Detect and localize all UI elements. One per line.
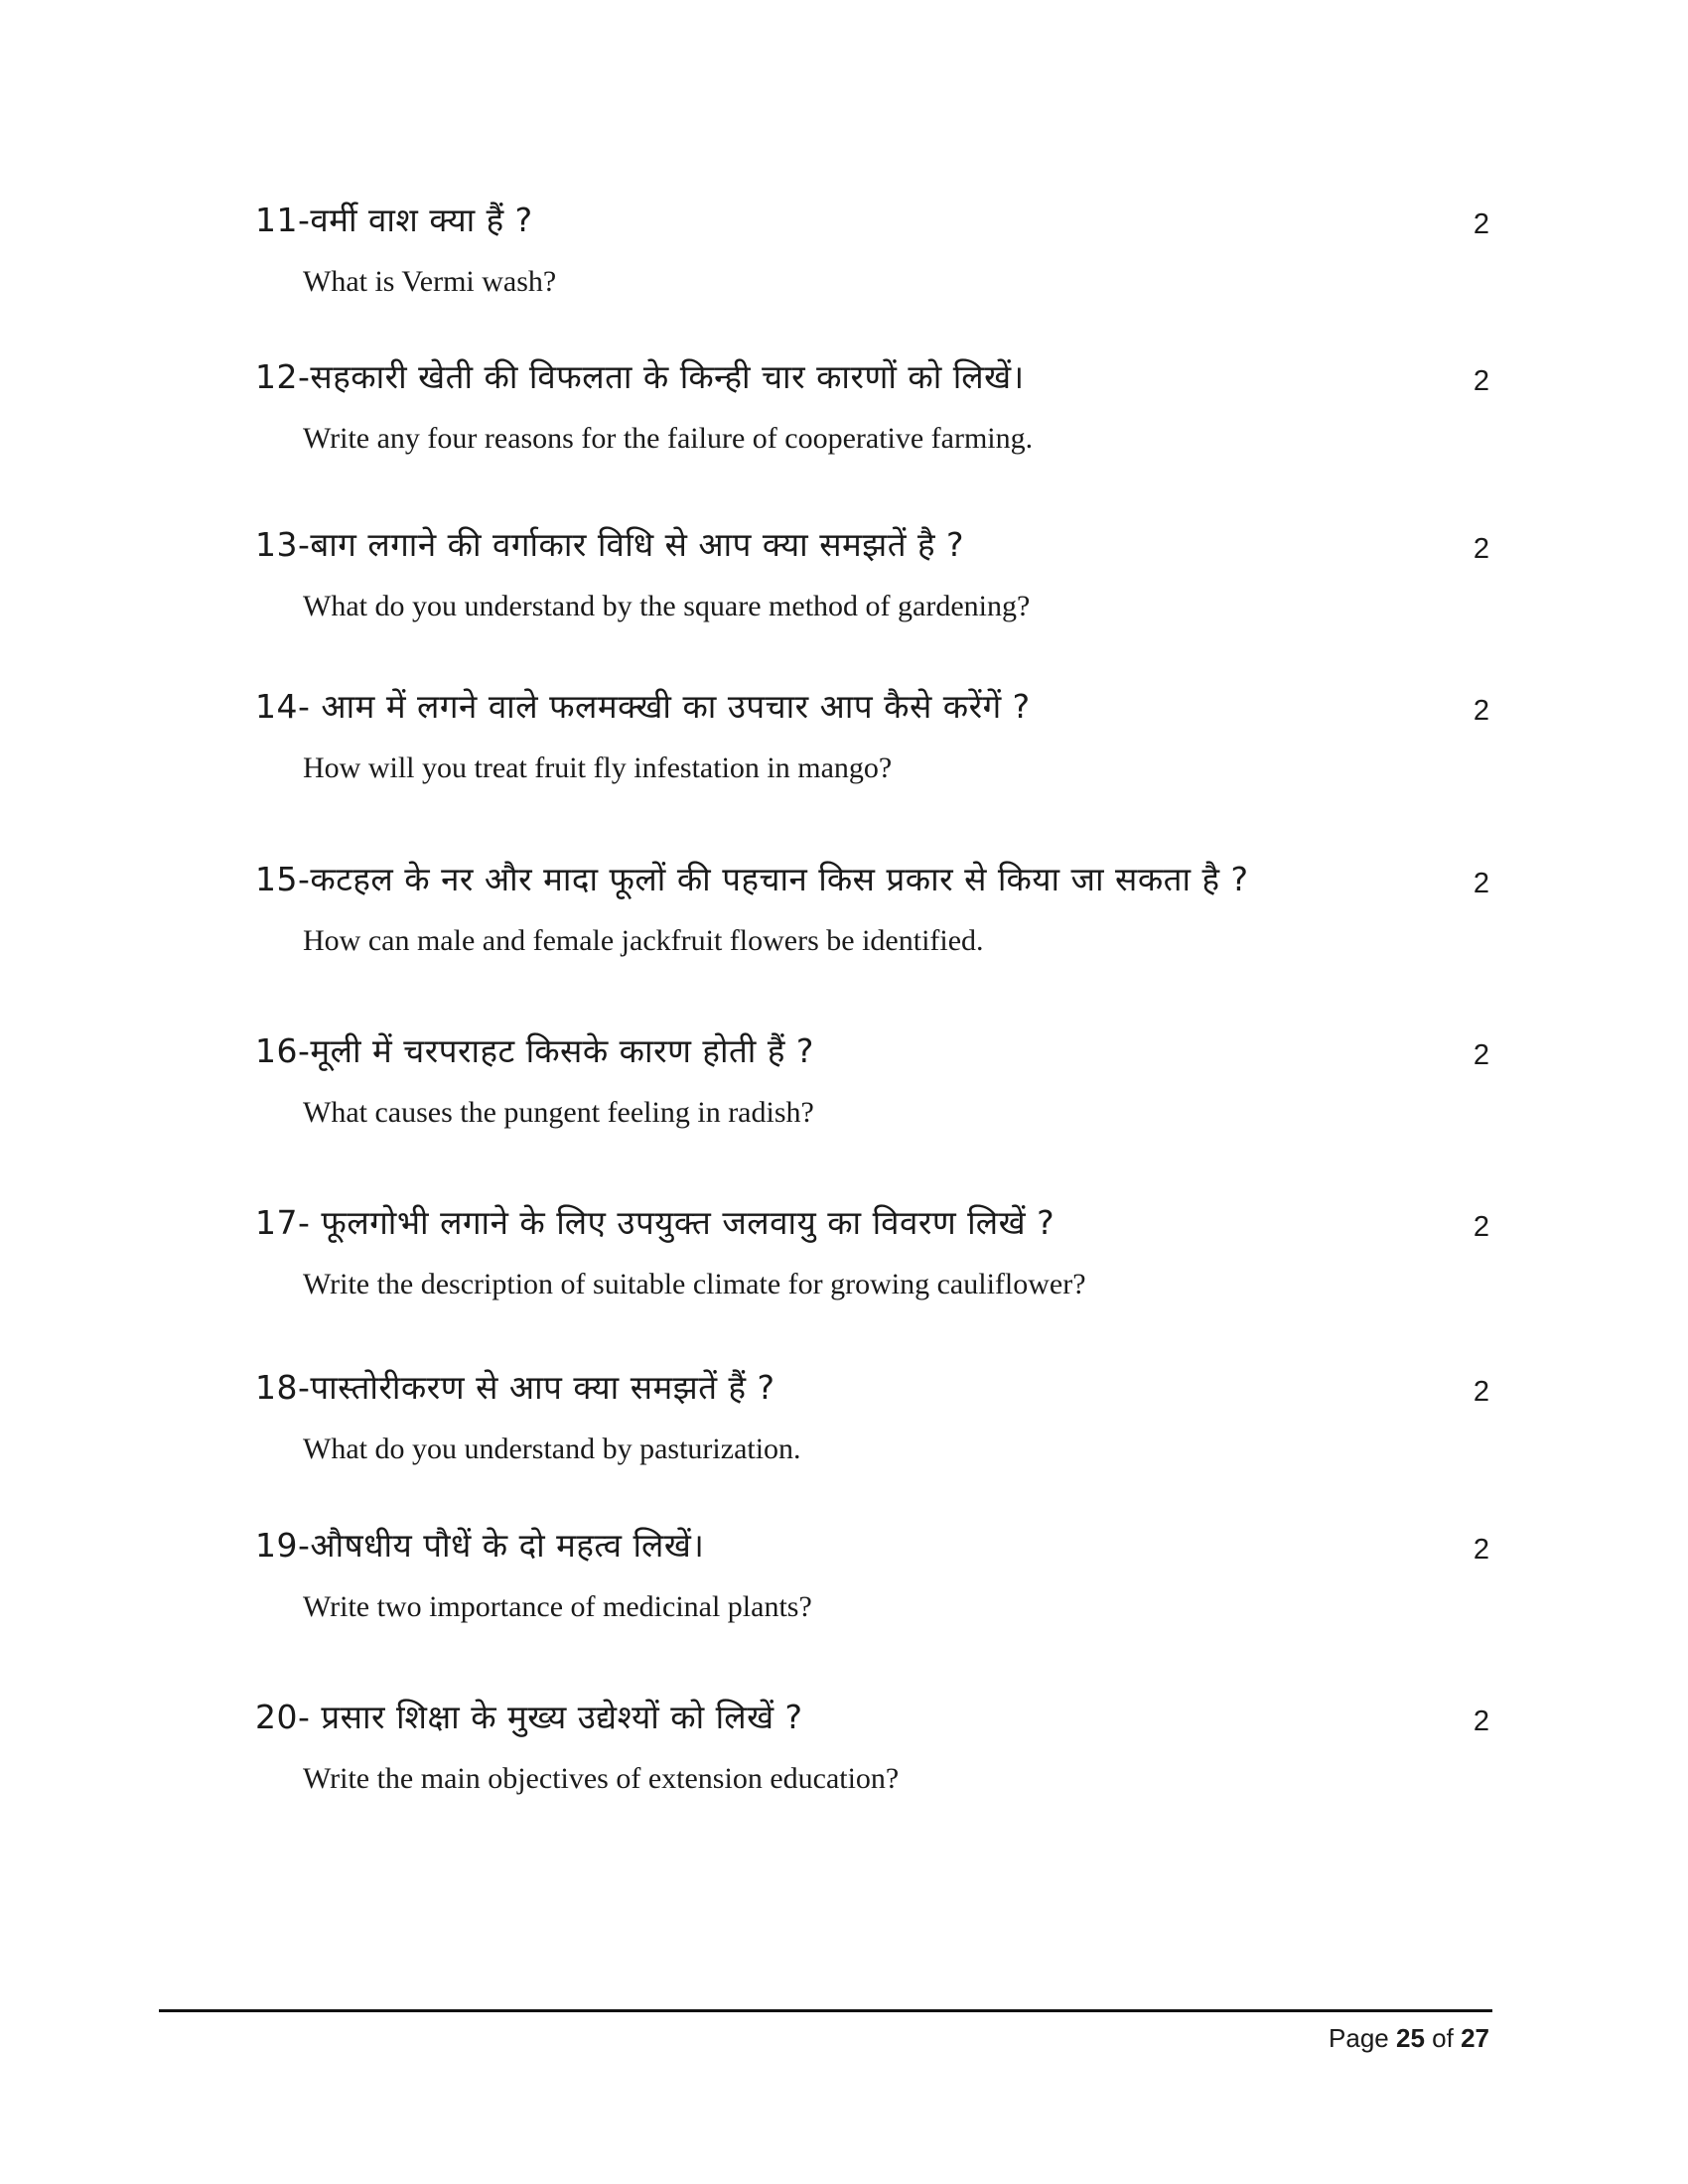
question-hindi-text: 18-पास्तोरीकरण से आप क्या समझतें हैं ? <box>255 1368 775 1407</box>
page-of-label: of <box>1432 2023 1454 2053</box>
question-hindi-text: 11-वर्मी वाश क्या हैं ? <box>255 201 533 239</box>
page-number <box>1329 2021 1489 2055</box>
question-hindi-text: 16-मूली में चरपराहट किसके कारण होती हैं ? <box>255 1031 814 1070</box>
question-english-text: What is Vermi wash? <box>303 265 557 298</box>
question-marks: 2 <box>1473 365 1489 397</box>
question-hindi-text: 17- फूलगोभी लगाने के लिए उपयुक्त जलवायु का विवरण लिखें ? <box>255 1203 1055 1242</box>
question-hindi-text: 15-कटहल के नर और मादा फूलों की पहचान किस प्रकार से किया जा सकता है ? <box>255 860 1249 898</box>
page-total: 27 <box>1461 2023 1489 2053</box>
question-marks: 2 <box>1473 1706 1489 1737</box>
question-marks: 2 <box>1473 695 1489 727</box>
question-english-text: How can male and female jackfruit flowers be identified. <box>303 924 984 957</box>
question-marks: 2 <box>1473 1039 1489 1071</box>
question-english-text: Write any four reasons for the failure of cooperative farming. <box>303 422 1034 455</box>
question-english-text: What do you understand by the square method of gardening? <box>303 590 1031 622</box>
question-marks: 2 <box>1473 1211 1489 1243</box>
footer-divider <box>159 2009 1492 2012</box>
question-english-text: Write the description of suitable climate for growing cauliflower? <box>303 1268 1086 1300</box>
question-hindi-text: 20- प्रसार शिक्षा के मुख्य उद्येश्यों को लिखें ? <box>255 1698 803 1736</box>
question-marks: 2 <box>1473 208 1489 240</box>
question-marks: 2 <box>1473 1376 1489 1408</box>
question-marks: 2 <box>1473 533 1489 565</box>
question-english-text: What do you understand by pasturization. <box>303 1433 801 1465</box>
question-marks: 2 <box>1473 1534 1489 1566</box>
question-hindi-text: 12-सहकारी खेती की विफलता के किन्ही चार कारणों को लिखें। <box>255 357 1025 396</box>
question-english-text: How will you treat fruit fly infestation in mango? <box>303 751 893 784</box>
question-marks: 2 <box>1473 868 1489 899</box>
question-hindi-text: 13-बाग लगाने की वर्गाकार विधि से आप क्या समझतें है ? <box>255 525 965 564</box>
page-current: 25 <box>1396 2023 1425 2053</box>
question-english-text: Write the main objectives of extension education? <box>303 1762 900 1795</box>
question-english-text: Write two importance of medicinal plants? <box>303 1590 812 1623</box>
question-hindi-text: 19-औषधीय पौधें के दो महत्व लिखें। <box>255 1526 705 1565</box>
question-hindi-text: 14- आम में लगने वाले फलमक्खी का उपचार आप कैसे करेंगें ? <box>255 687 1031 726</box>
page-label: Page <box>1329 2023 1389 2053</box>
question-english-text: What causes the pungent feeling in radish? <box>303 1096 814 1129</box>
